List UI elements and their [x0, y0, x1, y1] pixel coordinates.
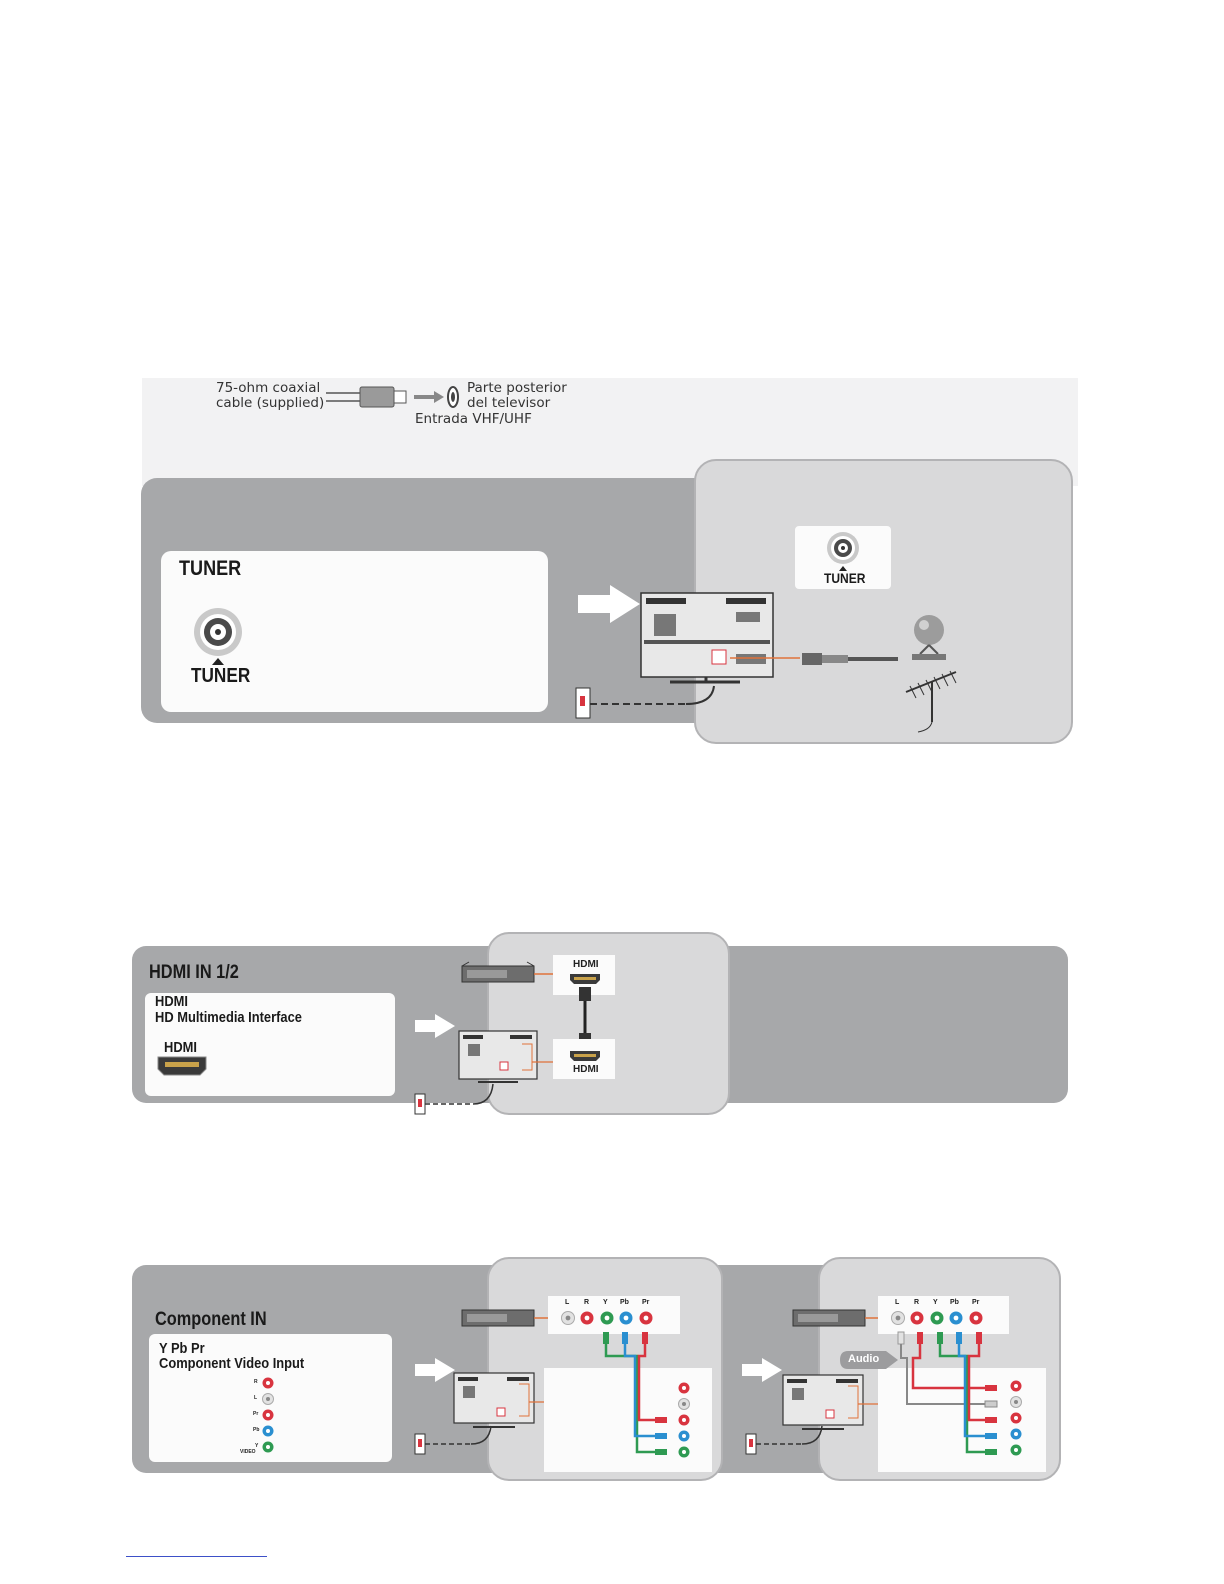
component-audio-device-label-l: L [895, 1299, 900, 1306]
coax-rear-label-2: del televisor [467, 395, 551, 411]
component-desc-2: Component Video Input [159, 1355, 305, 1372]
component-jack-label-y: Y [255, 1443, 259, 1449]
hdmi-tv-port-icon [569, 1050, 601, 1062]
coax-rear-label-1: Parte posterior [467, 380, 567, 396]
coax-cable-label-2: cable (supplied) [216, 395, 325, 411]
component-audio-device-label-pr: Pr [972, 1299, 980, 1306]
component-audio-device-label-y: Y [933, 1299, 938, 1306]
component-jack-label-pr: Pr [253, 1411, 259, 1417]
hdmi-device-port-label: HDMI [573, 959, 599, 970]
component-device-jacks [556, 1308, 656, 1330]
component-audio-device-jacks [886, 1308, 986, 1330]
tuner-jack-label: TUNER [191, 665, 251, 687]
tuner-coax-cable [730, 650, 900, 680]
component-title: Component IN [155, 1309, 267, 1330]
component-jack-label-r: R [254, 1379, 258, 1385]
coax-connector-icon [326, 383, 466, 413]
hdmi-power-cord [415, 1082, 495, 1116]
hdmi-device-port-icon [569, 973, 601, 985]
footer-link-underline[interactable] [126, 1556, 267, 1557]
coax-cable-label-1: 75-ohm coaxial [216, 380, 321, 396]
component-device-label-pr: Pr [642, 1299, 650, 1306]
component-device-label-l: L [565, 1299, 570, 1306]
tuner-callout-jack-icon [826, 531, 860, 565]
tuner-jack-icon [193, 607, 243, 657]
component-device-label-y: Y [603, 1299, 608, 1306]
component-device-label-pb: Pb [620, 1299, 629, 1306]
hdmi-port-label: HDMI [164, 1039, 197, 1056]
component-device-label-r: R [584, 1299, 590, 1306]
component-strip-label: VIDEO [240, 1449, 256, 1455]
component-audio-tv-jacks [998, 1378, 1028, 1462]
tuner-arrow-icon [578, 585, 640, 623]
hdmi-desc-2: HD Multimedia Interface [155, 1009, 302, 1026]
hdmi-title: HDMI IN 1/2 [149, 962, 239, 983]
hdmi-desc-1: HDMI [155, 993, 188, 1010]
hdmi-port-icon [157, 1056, 207, 1076]
component-audio-arrow-icon [742, 1358, 782, 1382]
antenna-icon [904, 668, 964, 734]
satellite-dish-icon [908, 612, 950, 662]
hdmi-arrow-icon [415, 1014, 455, 1038]
component-audio-power-cord [746, 1424, 826, 1456]
component-tv-jacks [666, 1380, 696, 1464]
component-audio-device-label-r: R [914, 1299, 920, 1306]
tuner-callout-label: TUNER [824, 570, 866, 586]
hdmi-source-device-icon [461, 962, 559, 986]
component-arrow-icon [415, 1358, 455, 1382]
component-jack-label-l: L [254, 1395, 258, 1401]
component-power-cord [415, 1424, 495, 1456]
component-audio-device-label-pb: Pb [950, 1299, 959, 1306]
hdmi-tv-rear-icon [458, 1030, 558, 1084]
hdmi-tv-port-label: HDMI [573, 1064, 599, 1075]
tuner-jack-marker-icon [212, 658, 224, 665]
coax-input-label: Entrada VHF/UHF [415, 411, 532, 427]
tuner-power-cord [576, 686, 721, 722]
component-audio-source-device-icon [792, 1306, 882, 1330]
component-jack-label-pb: Pb [253, 1427, 260, 1433]
component-desc-1: Y Pb Pr [159, 1340, 205, 1357]
tuner-title: TUNER [179, 557, 242, 580]
component-audio-badge: Audio [848, 1353, 880, 1365]
component-source-device-icon [461, 1306, 551, 1330]
